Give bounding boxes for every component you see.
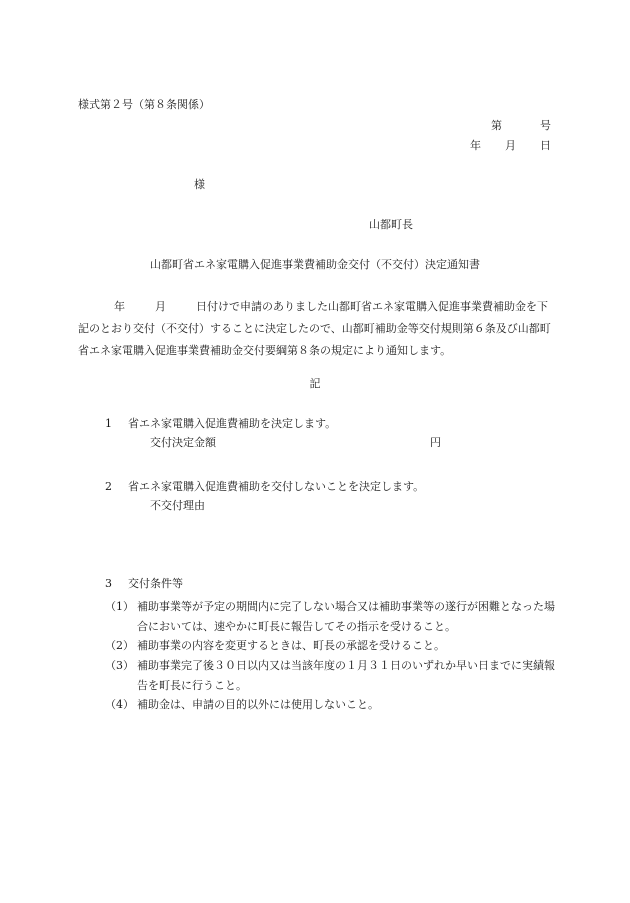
item-2-text: 省エネ家電購入促進費補助を交付しないことを決定します。	[128, 480, 425, 493]
yen-unit: 円	[430, 436, 441, 449]
condition-label: （2）	[105, 639, 134, 652]
number-suffix: 号	[540, 119, 551, 132]
item-1-text: 省エネ家電購入促進費補助を決定します。	[128, 417, 337, 430]
item-3-text: 交付条件等	[128, 577, 183, 590]
item-2-number: 2	[105, 480, 112, 493]
ki-heading: 記	[309, 377, 321, 390]
date-year: 年	[470, 139, 481, 152]
condition-text: 補助事業の内容を変更するときは、町長の承認を受けること。	[137, 639, 445, 652]
item-3-number: 3	[105, 577, 112, 590]
condition-item	[105, 695, 565, 715]
body-year: 年	[114, 300, 125, 313]
date-month: 月	[505, 139, 516, 152]
condition-item	[105, 636, 565, 656]
condition-label: （1）	[105, 600, 134, 613]
number-prefix: 第	[491, 119, 502, 132]
date-day: 日	[540, 139, 551, 152]
addressee-honorific: 様	[194, 178, 205, 191]
condition-text: 補助金は、申請の目的以外には使用しないこと。	[137, 698, 379, 711]
condition-label: （4）	[105, 698, 134, 711]
sender-name: 山都町長	[369, 218, 413, 231]
item-2	[105, 480, 424, 494]
document-title: 山都町省エネ家電購入促進事業費補助金交付（不交付）決定通知書	[150, 258, 480, 271]
body-text: 日付けで申請のありました山都町省エネ家電購入促進事業費補助金を下記のとおり交付（不交付）することに決定したので、山都町補助金等交付規則第６条及び山都町省エネ家電購入促進事業費補助金交付要綱第８条の規定により通知します。	[78, 300, 551, 357]
body-paragraph	[78, 296, 558, 362]
item-1-number: 1	[105, 417, 112, 430]
document-number-line	[491, 119, 551, 133]
condition-text: 補助事業等が予定の期間内に完了しない場合又は補助事業等の遂行が困難となった場合においては、速やかに町長に報告してその指示を受けること。	[137, 600, 555, 633]
body-month: 月	[155, 300, 166, 313]
form-number: 様式第２号（第８条関係）	[78, 98, 210, 111]
item-1	[105, 417, 336, 431]
condition-item	[105, 597, 565, 637]
reason-label: 不交付理由	[150, 499, 205, 512]
condition-text: 補助事業完了後３０日以内又は当該年度の１月３１日のいずれか早い日までに実績報告を町長に行うこと。	[137, 659, 555, 692]
date-line	[470, 139, 551, 153]
condition-item	[105, 656, 565, 696]
condition-label: （3）	[105, 659, 134, 672]
item-3	[105, 577, 183, 591]
amount-label: 交付決定金額	[150, 436, 216, 449]
